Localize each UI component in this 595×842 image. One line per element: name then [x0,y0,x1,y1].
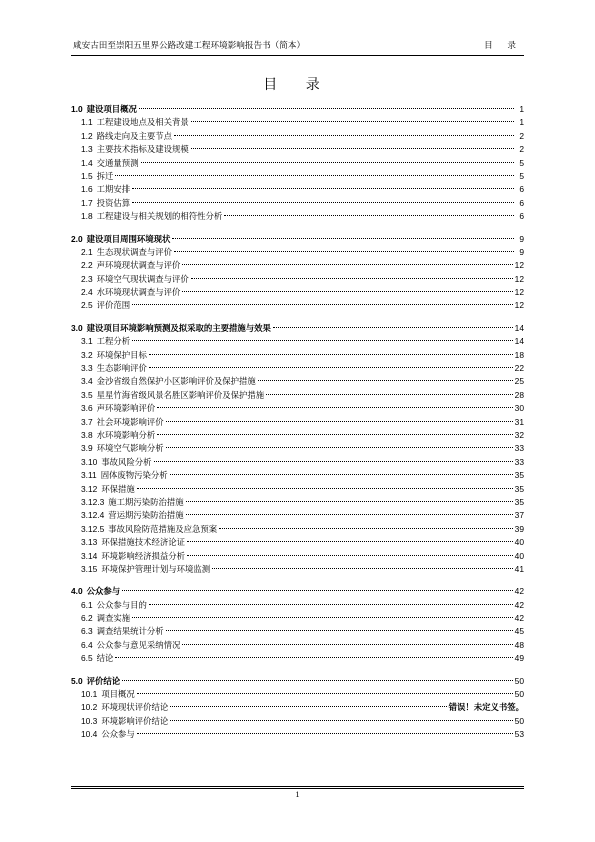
toc-section-entry[interactable] [71,233,524,246]
toc-entry-page: 42 [514,599,524,610]
toc-leader-dots [187,555,513,556]
toc-entry-page: 2 [519,130,524,141]
toc-leader-dots [137,733,513,734]
toc-entry-number: 3.2 [81,349,93,360]
toc-section-entry[interactable] [71,675,524,688]
toc-entry-number: 10.4 [81,729,98,740]
toc-leader-dots [149,354,513,355]
toc-leader-dots [174,135,514,136]
toc-entry-number: 6.5 [81,653,93,664]
toc-leader-dots [139,108,514,109]
toc-section-entry[interactable] [71,322,524,335]
toc-entry-label: 调查结果统计分析 [96,626,164,637]
toc-entry-page: 31 [514,416,524,427]
toc-entry-number: 3.5 [81,389,93,400]
toc-entry-label: 星星竹海省级风景名胜区影响评价及保护措施 [96,389,265,400]
toc-subsection-entry[interactable] [71,259,524,272]
toc-leader-dots [132,188,514,189]
section-gap [71,576,524,585]
toc-leader-dots [166,447,513,448]
toc-subsection-entry[interactable] [71,246,524,259]
page-header [71,38,524,54]
toc-subsection-entry[interactable] [71,429,524,442]
toc-entry-label: 拆迁 [96,170,114,181]
toc-entry-label: 生态影响评价 [96,363,147,374]
toc-entry-label: 调查实施 [96,613,131,624]
toc-leader-dots [266,394,513,395]
toc-leader-dots [154,461,513,462]
toc-subsection-entry[interactable] [71,625,524,638]
toc-entry-number: 1.1 [81,117,93,128]
toc-leader-dots [157,407,512,408]
toc-entry-label: 固体废物污染分析 [100,470,168,481]
toc-entry-label: 环境影响经济损益分析 [101,550,186,561]
toc-entry-number: 6.2 [81,613,93,624]
page-title: 目 录 [263,77,332,93]
toc-entry-number: 1.3 [81,144,93,155]
table-of-contents [71,103,524,742]
toc-subsection-entry[interactable] [71,688,524,701]
toc-entry-page: 5 [519,157,524,168]
toc-entry-label: 建设项目概况 [86,104,137,114]
toc-subsection-entry[interactable] [71,416,524,429]
toc-entry-label: 公众参与 [86,586,121,597]
toc-entry-label: 环境空气现状调查与评价 [96,273,189,284]
toc-subsection-entry[interactable] [71,456,524,469]
toc-subsection-entry[interactable] [71,483,524,496]
toc-entry-number: 1.7 [81,197,93,208]
toc-entry-number: 1.8 [81,211,93,222]
section-gap [71,313,524,322]
toc-subsection-entry[interactable] [71,523,524,536]
toc-entry-page: 37 [514,510,524,521]
toc-leader-dots [191,148,514,149]
toc-entry-number: 3.6 [81,403,93,414]
toc-section-entry[interactable] [71,585,524,598]
toc-entry-number: 1.2 [81,130,93,141]
toc-leader-dots [170,706,446,707]
toc-entry-page: 14 [514,322,524,333]
toc-section-entry[interactable] [71,103,524,116]
toc-entry-number: 1.6 [81,184,93,195]
toc-entry-label: 评价结论 [86,675,121,686]
toc-entry-label: 环境影响评价结论 [101,715,169,726]
toc-entry-page: 48 [514,639,524,650]
toc-subsection-entry[interactable] [71,402,524,415]
toc-entry-number: 5.0 [71,675,83,686]
toc-entry-page: 49 [514,653,524,664]
toc-entry-page: 28 [514,389,524,400]
toc-entry-label: 水环境现状调查与评价 [96,287,181,298]
toc-entry-label: 生态现状调查与评价 [96,246,173,257]
toc-entry-label: 环保措施 [101,483,135,494]
toc-entry-page: 40 [514,550,524,561]
toc-entry-label: 事故风险防范措施及应急预案 [108,523,218,534]
toc-entry-label: 工程建设地点及相关背景 [96,117,189,128]
toc-leader-dots [212,568,512,569]
toc-entry-page: 45 [514,626,524,637]
toc-leader-dots [186,501,513,502]
toc-entry-page: 35 [514,483,524,494]
toc-leader-dots [132,340,513,341]
toc-entry-page: 6 [519,184,524,195]
toc-entry-number: 3.15 [81,563,98,574]
toc-entry-label: 工期安排 [96,184,131,195]
toc-entry-number: 3.12.5 [81,523,105,534]
toc-entry-label: 公众参与目的 [96,599,147,610]
toc-subsection-entry[interactable] [71,442,524,455]
toc-subsection-entry[interactable] [71,639,524,652]
toc-subsection-entry[interactable] [71,210,524,223]
toc-entry-page: 42 [514,586,524,597]
footer-rule-double [71,788,524,789]
toc-entry-number: 6.1 [81,599,93,610]
toc-subsection-entry[interactable] [71,143,524,156]
toc-subsection-entry[interactable] [71,130,524,143]
toc-subsection-entry[interactable] [71,469,524,482]
toc-entry-page: 6 [519,211,524,222]
toc-entry-number: 2.3 [81,273,93,284]
toc-subsection-entry[interactable] [71,157,524,170]
toc-leader-dots [182,644,512,645]
toc-leader-dots [219,528,513,529]
toc-subsection-entry[interactable] [71,349,524,362]
toc-leader-dots [182,264,512,265]
toc-entry-page: 33 [514,456,524,467]
toc-entry-label: 交通量预测 [96,157,139,168]
toc-entry-label: 项目概况 [101,689,135,700]
toc-entry-label: 声环境现状调查与评价 [96,260,181,271]
toc-entry-page: 9 [519,246,524,257]
toc-entry-page: 25 [514,376,524,387]
toc-subsection-entry[interactable] [71,728,524,741]
toc-entry-number: 3.10 [81,456,98,467]
toc-leader-dots [115,175,514,176]
toc-entry-page: 35 [514,470,524,481]
toc-leader-dots [174,251,514,252]
toc-entry-page: 18 [514,349,524,360]
toc-leader-dots [258,380,513,381]
toc-entry-number: 3.11 [81,470,97,481]
toc-leader-dots [141,162,514,163]
toc-entry-number: 3.14 [81,550,98,561]
toc-entry-page: 39 [514,523,524,534]
toc-entry-number: 6.4 [81,639,93,650]
toc-entry-number: 10.3 [81,715,98,726]
toc-subsection-entry[interactable] [71,170,524,183]
toc-entry-page: 2 [519,144,524,155]
toc-entry-number: 3.7 [81,416,93,427]
toc-entry-page: 41 [514,563,524,574]
toc-subsection-entry[interactable] [71,273,524,286]
toc-entry-page: 9 [519,233,524,244]
toc-subsection-entry[interactable] [71,389,524,402]
toc-leader-dots [170,474,513,475]
toc-entry-label: 建设项目环境影响预测及拟采取的主要措施与效果 [86,322,271,333]
toc-entry-label: 工程分析 [96,336,131,347]
toc-entry-number: 3.12.4 [81,510,105,521]
toc-leader-dots [172,238,514,239]
toc-subsection-entry[interactable] [71,715,524,728]
toc-leader-dots [170,720,512,721]
toc-leader-dots [122,680,513,681]
toc-leader-dots [157,434,512,435]
toc-entry-label: 事故风险分析 [101,456,152,467]
toc-entry-number: 3.0 [71,322,83,333]
toc-leader-dots [115,657,512,658]
toc-entry-label: 施工期污染防治措施 [108,496,184,507]
toc-leader-dots [137,488,513,489]
toc-leader-dots [149,604,513,605]
toc-subsection-entry[interactable] [71,362,524,375]
toc-leader-dots [132,617,513,618]
toc-subsection-entry[interactable] [71,701,524,714]
toc-leader-dots [224,215,514,216]
toc-entry-number: 1.4 [81,157,93,168]
toc-entry-label: 建设项目周围环境现状 [86,233,171,244]
toc-entry-number: 2.0 [71,233,83,244]
toc-leader-dots [191,278,513,279]
toc-entry-page: 6 [519,197,524,208]
toc-entry-page: 12 [514,273,524,284]
toc-entry-number: 3.3 [81,363,93,374]
footer-rule [71,786,524,787]
toc-subsection-entry[interactable] [71,299,524,312]
toc-entry-label: 声环境影响评价 [96,403,156,414]
toc-entry-number: 2.1 [81,246,93,257]
toc-entry-label: 投资估算 [96,197,131,208]
header-section: 目 录 [484,41,522,51]
toc-entry-page: 12 [514,300,524,311]
toc-subsection-entry[interactable] [71,509,524,522]
toc-leader-dots [122,590,513,591]
toc-entry-page: 1 [519,104,524,114]
toc-leader-dots [149,367,513,368]
toc-entry-label: 工程建设与相关规划的相符性分析 [96,211,223,222]
toc-entry-number: 2.4 [81,287,93,298]
toc-entry-label: 环保措施技术经济论证 [101,537,186,548]
page-number: 1 [295,790,300,799]
toc-entry-number: 1.0 [71,104,83,114]
toc-entry-label: 环境空气影响分析 [96,443,164,454]
toc-leader-dots [191,121,514,122]
toc-entry-label: 水环境影响分析 [96,429,156,440]
toc-entry-page: 错误！未定义书签。 [448,702,524,713]
toc-entry-page: 30 [514,403,524,414]
toc-subsection-entry[interactable] [71,375,524,388]
toc-entry-page: 22 [514,363,524,374]
toc-subsection-entry[interactable] [71,563,524,576]
toc-entry-page: 14 [514,336,524,347]
header-doc-title: 咸安古田至崇阳五里界公路改建工程环境影响报告书（简本） [73,41,306,51]
toc-subsection-entry[interactable] [71,536,524,549]
toc-entry-number: 3.1 [81,336,93,347]
toc-entry-page: 50 [514,689,524,700]
toc-entry-label: 营运期污染防治措施 [108,510,184,521]
toc-entry-label: 评价范围 [96,300,131,311]
toc-leader-dots [166,421,513,422]
toc-entry-label: 结论 [96,653,114,664]
toc-leader-dots [273,327,513,328]
toc-entry-page: 35 [514,496,524,507]
toc-entry-number: 3.9 [81,443,93,454]
toc-entry-number: 6.3 [81,626,93,637]
toc-entry-page: 12 [514,260,524,271]
toc-entry-number: 2.5 [81,300,93,311]
toc-subsection-entry[interactable] [71,286,524,299]
toc-entry-label: 社会环境影响评价 [96,416,164,427]
toc-entry-label: 公众参与意见采纳情况 [96,639,181,650]
toc-entry-number: 3.12 [81,483,98,494]
toc-subsection-entry[interactable] [71,197,524,210]
toc-entry-number: 1.5 [81,170,93,181]
toc-entry-label: 环境保护管理计划与环境监测 [101,563,211,574]
toc-entry-page: 32 [514,429,524,440]
toc-entry-page: 12 [514,287,524,298]
toc-entry-number: 4.0 [71,586,83,597]
toc-entry-label: 主要技术指标及建设规模 [96,144,189,155]
toc-leader-dots [187,541,513,542]
toc-subsection-entry[interactable] [71,550,524,563]
toc-leader-dots [132,304,513,305]
toc-entry-label: 环境现状评价结论 [101,702,169,713]
toc-entry-number: 3.13 [81,537,98,548]
section-gap [71,224,524,233]
toc-entry-number: 3.8 [81,429,93,440]
toc-entry-label: 路线走向及主要节点 [96,130,173,141]
toc-leader-dots [182,291,512,292]
toc-subsection-entry[interactable] [71,496,524,509]
toc-entry-label: 金沙省级自然保护小区影响评价及保护措施 [96,376,256,387]
toc-entry-label: 环境保护目标 [96,349,147,360]
toc-entry-number: 3.12.3 [81,496,105,507]
toc-subsection-entry[interactable] [71,652,524,665]
section-gap [71,666,524,675]
toc-entry-number: 2.2 [81,260,93,271]
toc-subsection-entry[interactable] [71,183,524,196]
toc-subsection-entry[interactable] [71,599,524,612]
toc-subsection-entry[interactable] [71,612,524,625]
toc-entry-page: 53 [514,729,524,740]
toc-leader-dots [186,514,513,515]
toc-entry-number: 3.4 [81,376,93,387]
header-rule [71,55,524,56]
toc-entry-page: 42 [514,613,524,624]
toc-entry-number: 10.1 [81,689,98,700]
toc-entry-page: 1 [519,117,524,128]
toc-leader-dots [137,693,513,694]
toc-entry-page: 50 [514,715,524,726]
toc-entry-number: 10.2 [81,702,98,713]
toc-entry-page: 33 [514,443,524,454]
toc-leader-dots [132,202,514,203]
toc-subsection-entry[interactable] [71,116,524,129]
toc-entry-page: 50 [514,675,524,686]
toc-entry-page: 40 [514,537,524,548]
toc-entry-page: 5 [519,170,524,181]
toc-leader-dots [166,630,513,631]
toc-entry-label: 公众参与 [101,729,135,740]
toc-subsection-entry[interactable] [71,335,524,348]
